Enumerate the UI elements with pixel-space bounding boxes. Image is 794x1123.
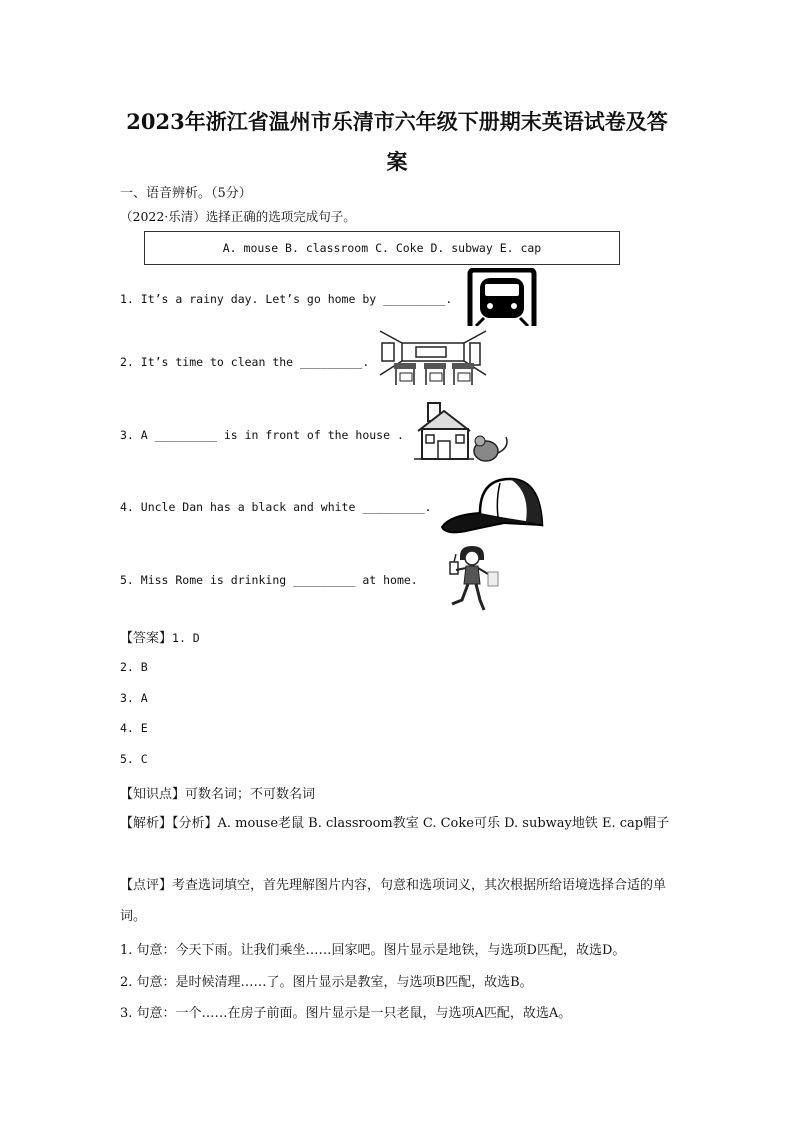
question-2: 2. It’s time to clean the _________.	[120, 355, 370, 369]
analysis-paragraph: 【解析】【分析】A. mouse老鼠 B. classroom教室 C. Coke可乐 D. subway地铁 E. cap帽子	[120, 816, 670, 831]
answer-label: 【答案】	[120, 631, 173, 646]
document-title-line1: 2023年浙江省温州市乐清市六年级下册期末英语试卷及答	[126, 109, 668, 134]
question-3: 3. A _________ is in front of the house .	[120, 428, 404, 442]
question-4: 4. Uncle Dan has a black and white _________.	[120, 500, 432, 514]
section-heading: 一、语音辨析。（5分）	[120, 186, 252, 201]
subway-train-icon	[466, 268, 538, 326]
answer-item: 3. A	[120, 691, 148, 705]
answer-item: 4. E	[120, 721, 148, 735]
answer-item: 1. D	[172, 631, 200, 645]
answer-item: 2. B	[120, 660, 148, 674]
answer-line-1	[120, 627, 200, 646]
question-1: 1. It’s a rainy day. Let’s go home by _________.	[120, 292, 453, 306]
question-5: 5. Miss Rome is drinking _________ at home.	[120, 573, 418, 587]
answer-item: 5. C	[120, 752, 148, 766]
explanation-3: 3. 句意：一个……在房子前面。图片显示是一只老鼠，与选项A匹配，故选A。	[120, 1006, 572, 1021]
document-title-line2: 案	[386, 149, 408, 174]
comment-paragraph: 【点评】考查选词填空，首先理解图片内容，句意和选项词义，其次根据所给语境选择合适的单词。	[120, 878, 667, 924]
explanation-1: 1. 句意：今天下雨。让我们乘坐……回家吧。图片显示是地铁，与选项D匹配，故选D。	[120, 943, 626, 958]
house-mouse-icon	[414, 401, 514, 467]
explanation-2: 2. 句意：是时候清理……了。图片显示是教室，与选项B匹配，故选B。	[120, 975, 533, 990]
cap-icon	[440, 475, 544, 539]
classroom-icon	[378, 329, 488, 389]
options-box: A. mouse B. classroom C. Coke D. subway E. cap	[144, 231, 620, 265]
knowledge-point: 【知识点】可数名词；不可数名词	[120, 787, 316, 802]
section-instruction: （2022·乐清）选择正确的选项完成句子。	[120, 209, 356, 224]
girl-drinking-icon	[440, 544, 510, 614]
